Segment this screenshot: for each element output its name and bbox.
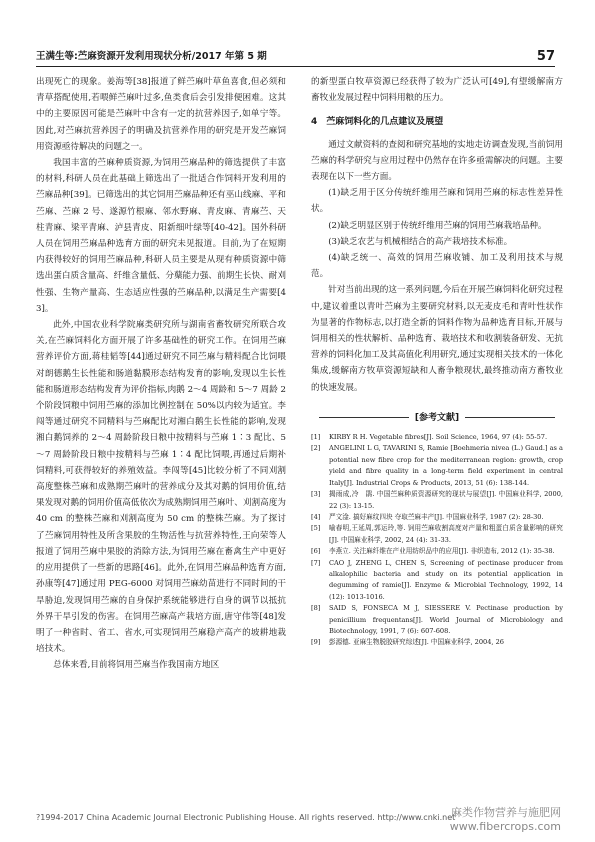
reference-number: [4] — [311, 512, 321, 521]
paragraph: 我国丰富的苎麻种质资源,为饲用苎麻品种的筛选提供了丰富的材料,科研人员在此基础上筛选出了一批适合作饲料开发利用的苎麻品种[39]。已筛选出的其它饲用苎麻品种还有巫山线麻、平和苎麻、苎麻 2 号、遂源竹根麻、邻水野麻、青皮麻、青麻苎、天柱青麻、梁平青麻、泸县青皮、阳新细叶绿等[40-42]。国外科研人员在饲用苎麻品种选育方面的研究未见报道。目前,为了在短期内获得较好的饲用苎麻品种,科研人员主要是从现有种质资源中筛选出蛋白质含量高、纤维含量低、分蘖能力强、前期生长快、耐刈性强、生物产量高、生态适应性强的苎麻品种,以满足生产需要[43]。 — [36, 158, 286, 314]
watermark-line: 麻类作物营养与施肥网 — [451, 806, 561, 819]
reference-item — [311, 637, 563, 648]
reference-number: [8] — [311, 604, 321, 613]
right-column — [311, 74, 563, 649]
list-item: (2)缺乏明显区别于传统纤维用苎麻的饲用苎麻栽培品种。 — [328, 220, 547, 231]
running-title: 王满生等:苎麻资源开发利用现状分析/2017 年第 5 期 — [36, 51, 267, 62]
reference-number: [1] — [311, 433, 321, 442]
site-watermark — [450, 806, 561, 834]
paragraph: 的新型蛋白牧草资源已经获得了较为广泛认可[49],有望缓解南方畜牧业发展过程中饲料用粮的压力。 — [311, 77, 563, 104]
reference-text: 李燕立. 关注麻纤维在产业用纺织品中的应用[J]. 非织造布, 2012 (1): 35-38. — [329, 547, 555, 556]
section-heading: 4 苎麻饲料化的几点建议及展望 — [311, 117, 444, 128]
reference-text: 严文淦. 搞好麻纹四块 夺取苎麻丰产[J]. 中国麻业科学, 1987 (2): 28-30. — [329, 512, 544, 521]
list-item: (1)缺乏用于区分传统纤维用苎麻和饲用苎麻的标志性差异性状。 — [311, 188, 563, 215]
reference-text: ANGELINI L G, TAVARINI S, Ramie [Boehmeria nivea (L.) Gaud.] as a potential new fibre crop for the mediterranean region: growth, crop yield and fibre quality in a long-term field experiment in central Italy[J]. Industrial Crops & Products, 2013, 51 (6): 138-144. — [329, 444, 563, 487]
paragraph: 通过文献资料的查阅和研究基地的实地走访调查发现,当前饲用苎麻的科学研究与应用过程中仍然存在许多亟需解决的问题。主要表现在以下一些方面。 — [311, 139, 563, 183]
paragraph: 此外,中国农业科学院麻类研究所与湖南省畜牧研究所联合攻关,在苎麻饲料化方面开展了许多基础性的研究工作。在饲用苎麻营养评价方面,蒋桂韬等[44]通过研究不同苎麻与精料配合比饲喂对朗德鹅生长性能和肠道黏膜形态结构发育的影响,发现以生长性能和肠道形态结构发育为评价指标,肉鹅 2～4 周龄和 5～7 周龄 2 个阶段饲粮中饲用苎麻的添加比例控制在 50%以内较为适宜。李闯等通过研究不同精料与苎麻配比对湘白鹅生长性能的影响,发现湘白鹅饲养的 2～4 周龄阶段日粮中按精料与苎麻 1∶3 配比、5～7 周龄阶段日粮中按精料与苎麻 1∶4 配比饲喂,再通过后期补饲精料,可获得较好的养殖效益。李闯等[45]比较分析了不同刈割高度整株苎麻和成熟期苎麻叶的营养成分及其对鹅的饲用价值,结果发现对鹅的饲用价值高低依次为成熟期饲用苎麻叶、刈割高度为 40 cm 的整株苎麻和刈割高度为 50 cm 的整株苎麻。为了探讨了苎麻饲用特性及所含果胶的生物活性与抗营养特性,王向荣等人报道了饲用苎麻中果胶的消除方法,为饲用苎麻在畜禽生产中更好的应用提供了一些新的思路[46]。此外,在饲用苎麻品种选育方面,孙康等[47]通过用 PEG-6000 对饲用苎麻幼苗进行不同时间的干旱胁迫,发现饲用苎麻的自身保护系统能够进行自身的调节以抵抗外界干旱引发的伤害。在饲用苎麻高产栽培方面,唐守伟等[48]发明了一种省时、省工、省水,可实现饲用苎麻稳产高产的坡耕地栽培技术。 — [36, 320, 286, 655]
reference-text: CAO J, ZHENG L, CHEN S, Screening of pectinase producer from alkalophilic bacteria and study on its potential application in degumming of ramie[J]. Enzyme & Microbial Technology, 1992, 14 (12): 1013-1016. — [329, 558, 563, 601]
list-item: (3)缺乏农艺与机械相结合的高产栽培技术标准。 — [328, 236, 513, 247]
reference-list — [311, 432, 563, 649]
reference-text: SAID S, FONSECA M J, SIESSERE V. Pectinase production by penicillium frequentans[J]. World Journal of Microbiology and Biotechnology, 1991, 7 (6): 607-608. — [329, 604, 563, 635]
reference-text: 揭雨成,冷 鹃. 中国苎麻种质资源研究的现状与展望[J]. 中国麻业科学, 2000, 22 (3): 13-15. — [329, 490, 563, 510]
reference-item — [311, 443, 563, 489]
reference-number: [6] — [311, 547, 321, 556]
paragraph: 出现死亡的现象。姜海等[38]报道了鲜苎麻叶草鱼喜食,但必须和青草搭配使用,若喂鲜苎麻叶过多,鱼类食后会引发排便困难。这其中的主要原因可能是苎麻叶中含有一定的抗营养因子,如单宁等。因此,对苎麻抗营养因子的明确及抗营养作用的研究是开发苎麻饲用资源亟待解决的问题之一。 — [36, 77, 286, 152]
reference-item — [311, 546, 563, 557]
page-number: 57 — [536, 49, 555, 64]
reference-text: 彭源德. 亚麻生物脱胶研究综述[J]. 中国麻业科学, 2004, 26 — [329, 638, 505, 647]
watermark-line: www.fibercrops.com — [449, 820, 561, 833]
reference-number: [5] — [311, 524, 321, 533]
running-header — [36, 44, 555, 67]
reference-number: [2] — [311, 444, 321, 453]
reference-item — [311, 558, 563, 604]
references-title: [参考文献] — [311, 410, 563, 426]
reference-item — [311, 489, 563, 512]
reference-number: [3] — [311, 490, 321, 499]
paragraph: 总体来看,目前将饲用苎麻当作我国南方地区 — [53, 660, 220, 671]
left-column — [36, 74, 286, 674]
paragraph: 针对当前出现的这一系列问题,今后在开展苎麻饲料化研究过程中,建议着重以青叶苎麻为主要研究材料,以无麦皮毛和青叶性状作为显著的作物标志,以打造全新的饲料作物为品种选育目标,开展与饲用相关的性状解析、品种选育、栽培技术和收割装备研发、无抗营养的饲料化加工及其高值化利用研究,通过实现相关技术的一体化集成,缓解南方牧草资源短缺和人畜争粮现状,最终推动南方畜牧业的快速发展。 — [311, 285, 563, 393]
reference-item — [311, 523, 563, 546]
reference-number: [9] — [311, 638, 321, 647]
reference-text: KIRBY R H. Vegetable fibres[J]. Soil Science, 1964, 97 (4): 55-57. — [329, 433, 548, 442]
list-item: (4)缺乏统一、高效的饲用苎麻收铺、加工及利用技术与规范。 — [311, 253, 563, 280]
copyright-footer: ?1994-2017 China Academic Journal Electronic Publishing House. All rights reserved. http://www.cnki.net — [36, 813, 456, 822]
reference-text: 喻春明,王延周,郭运玲,等. 饲用苎麻收割高度对产量和粗蛋白质含量影响的研究[J]. 中国麻业科学, 2002, 24 (4): 31-33. — [329, 524, 563, 544]
reference-item — [311, 603, 563, 637]
reference-number: [7] — [311, 558, 321, 567]
reference-item — [311, 432, 563, 443]
reference-item — [311, 512, 563, 523]
